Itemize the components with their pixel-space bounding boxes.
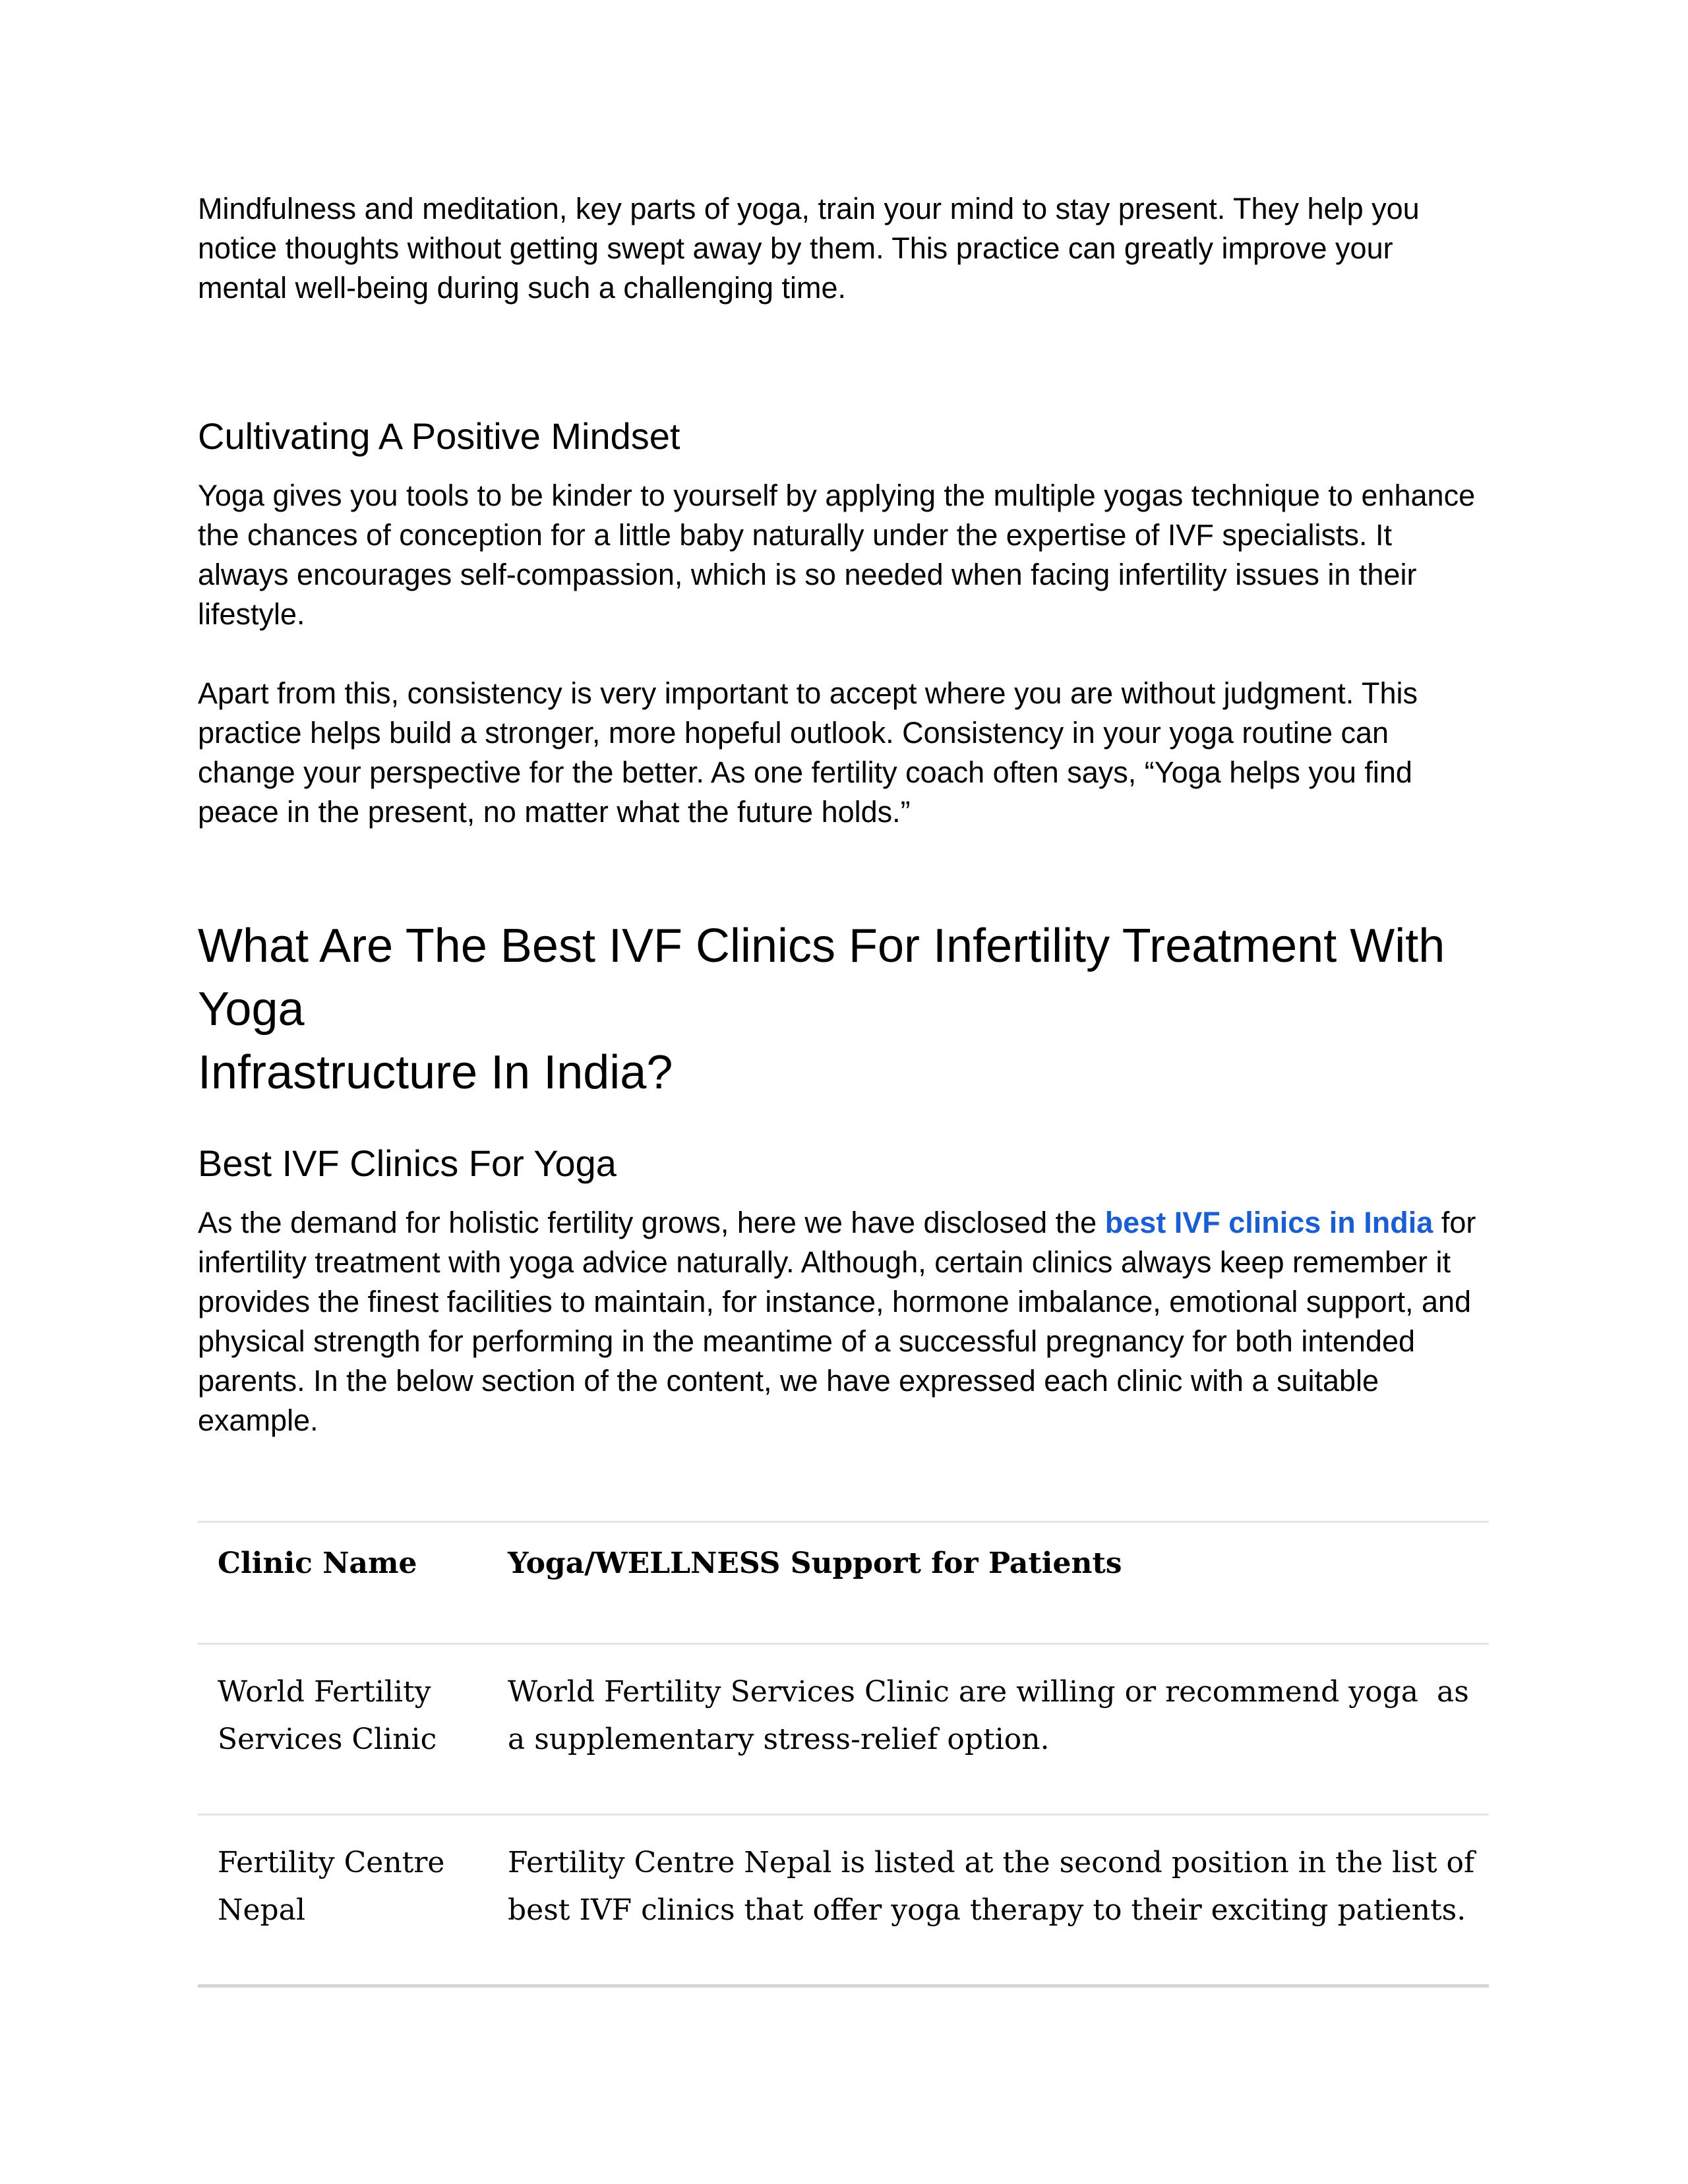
heading-best-ivf-clinics-for-yoga: Best IVF Clinics For Yoga [198,1142,617,1184]
clinic-name-cell: World Fertility Services Clinic [218,1675,440,1756]
clinic-support-cell: Fertility Centre Nepal is listed at the second position in the list of best IVF clinics that offer yoga therapy to their exciting patients. [508,1846,1493,1927]
table-header-row [198,1522,1489,1644]
column-header-clinic-name: Clinic Name [218,1547,417,1580]
clinics-yoga-support-table [198,1521,1493,1988]
paragraph-mindfulness: Mindfulness and meditation, key parts of yoga, train your mind to stay present. They help you notice thoughts without getting swept away by them. This practice can greatly improve your mental well-being during such a challenging time. [198,192,1420,305]
best-ivf-clinics-in-india-link[interactable]: best IVF clinics in India [1104,1206,1433,1239]
column-header-yoga-wellness-support: Yoga/WELLNESS Support for Patients [508,1547,1122,1580]
table-row [198,1644,1489,1815]
heading-main-line2: Infrastructure In India? [198,1046,673,1099]
intro-text-after-link: for infertility treatment with yoga advice naturally. Although, certain clinics always keep remember it provides the finest facilities to maintain, for instance, hormone imbalance, emotional support, and physical strength for performing in the meantime of a successful pregnancy for both intended parents. In the below section of the content, we have expressed each clinic with a suitable example. [198,1206,1476,1437]
clinic-support-cell: World Fertility Services Clinic are willing or recommend yoga as a supplementary stress-relief option. [508,1675,1478,1756]
clinic-name-cell: Fertility Centre Nepal [218,1846,454,1927]
table-row [198,1815,1489,1986]
intro-text-before-link: As the demand for holistic fertility grows, here we have disclosed the [198,1206,1097,1239]
paragraph-positive-mindset-1: Yoga gives you tools to be kinder to yourself by applying the multiple yogas technique to enhance the chances of conception for a little baby naturally under the expertise of IVF specialists. It always encourages self-compassion, which is so needed when facing infertility issues in their lifestyle. [198,479,1476,631]
paragraph-intro-clinics [198,1203,1490,1440]
heading-main-line1: What Are The Best IVF Clinics For Infertility Treatment With Yoga [198,920,1445,1036]
heading-best-ivf-clinics-question [198,914,1490,1104]
heading-cultivating-positive-mindset: Cultivating A Positive Mindset [198,415,680,457]
paragraph-positive-mindset-2: Apart from this, consistency is very important to accept where you are without judgment. This practice helps build a stronger, more hopeful outlook. Consistency in your yoga routine can change your perspective for the better. As one fertility coach often says, “Yoga helps you find peace in the present, no matter what the future holds.” [198,676,1418,829]
